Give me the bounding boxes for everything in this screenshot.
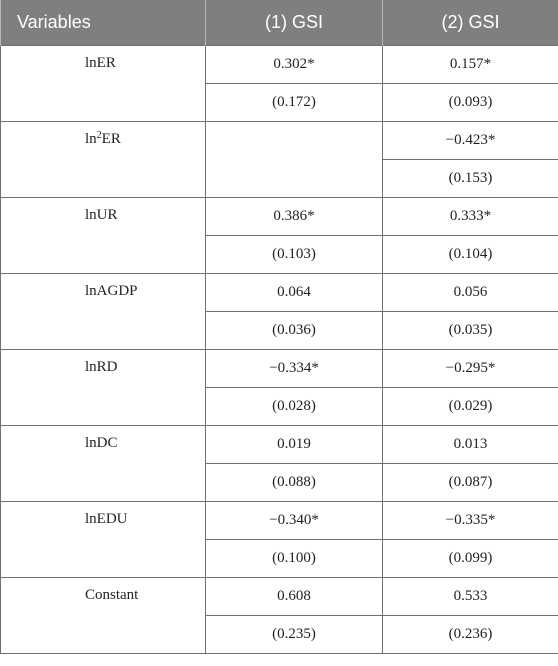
variable-name: Constant — [1, 578, 206, 654]
table-row — [1, 198, 558, 236]
variable-name: lnER — [1, 46, 206, 122]
se-model-1: (0.088) — [206, 464, 383, 502]
header-variables: Variables — [1, 0, 206, 46]
table-row — [1, 426, 558, 464]
table-row — [1, 46, 558, 84]
variable-name: lnRD — [1, 350, 206, 426]
se-model-2: (0.104) — [383, 236, 558, 274]
variable-superscript: 2 — [96, 130, 102, 141]
table-row — [1, 350, 558, 388]
se-model-1: (0.036) — [206, 312, 383, 350]
coef-model-2: −0.295* — [383, 350, 558, 388]
variable-name: lnUR — [1, 198, 206, 274]
variable-prefix: ln — [85, 131, 97, 147]
coef-model-1-empty — [206, 122, 383, 198]
coef-model-1: 0.302* — [206, 46, 383, 84]
se-model-2: (0.029) — [383, 388, 558, 426]
coef-model-2: 0.013 — [383, 426, 558, 464]
variable-name: lnEDU — [1, 502, 206, 578]
coef-model-1: 0.019 — [206, 426, 383, 464]
se-model-2: (0.087) — [383, 464, 558, 502]
se-model-1: (0.103) — [206, 236, 383, 274]
header-row — [1, 0, 558, 46]
table-row — [1, 578, 558, 616]
se-model-1: (0.172) — [206, 84, 383, 122]
se-model-2: (0.236) — [383, 616, 558, 654]
coef-model-2: 0.533 — [383, 578, 558, 616]
table-header — [1, 0, 558, 46]
se-model-2: (0.099) — [383, 540, 558, 578]
coef-model-2: −0.335* — [383, 502, 558, 540]
coef-model-1: 0.064 — [206, 274, 383, 312]
table-row — [1, 274, 558, 312]
coef-model-2: 0.056 — [383, 274, 558, 312]
header-model-2: (2) GSI — [383, 0, 558, 46]
se-model-1: (0.235) — [206, 616, 383, 654]
table-row — [1, 122, 558, 160]
se-model-2: (0.035) — [383, 312, 558, 350]
variable-name: lnAGDP — [1, 274, 206, 350]
variable-name — [1, 122, 206, 198]
table-row — [1, 502, 558, 540]
variable-suffix: ER — [101, 131, 121, 147]
se-model-2: (0.153) — [383, 160, 558, 198]
table-body — [1, 46, 558, 654]
se-model-1: (0.028) — [206, 388, 383, 426]
se-model-1: (0.100) — [206, 540, 383, 578]
coef-model-1: 0.386* — [206, 198, 383, 236]
se-model-2: (0.093) — [383, 84, 558, 122]
coef-model-2: −0.423* — [383, 122, 558, 160]
coef-model-1: −0.334* — [206, 350, 383, 388]
coef-model-2: 0.333* — [383, 198, 558, 236]
header-model-1: (1) GSI — [206, 0, 383, 46]
coef-model-1: 0.608 — [206, 578, 383, 616]
coef-model-1: −0.340* — [206, 502, 383, 540]
variable-name: lnDC — [1, 426, 206, 502]
coef-model-2: 0.157* — [383, 46, 558, 84]
